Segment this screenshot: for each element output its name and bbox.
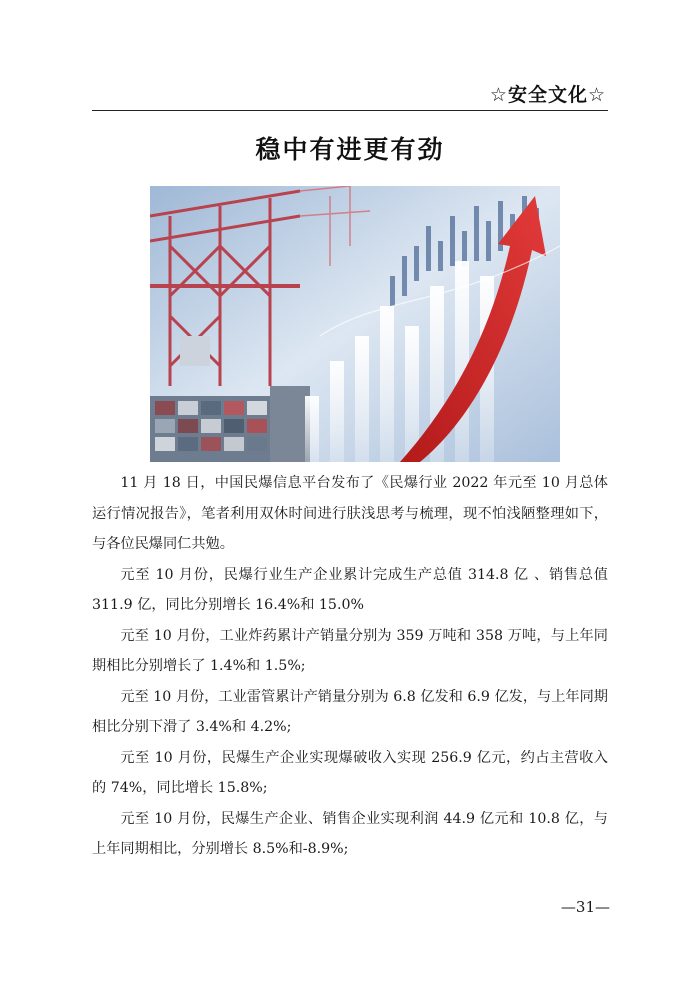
paragraph-6: 元至 10 月份，民爆生产企业、销售企业实现利润 44.9 亿元和 10.8 亿，与上年同期相比，分别增长 8.5%和-8.9%; — [92, 810, 608, 857]
page-number: —31— — [560, 898, 610, 916]
paragraph-1: 11 月 18 日，中国民爆信息平台发布了《民爆行业 2022 年元至 10 月总体运行情况报告》，笔者利用双休时间进行肤浅思考与梳理，现不怕浅陋整理如下，与各位民爆同仁共勉。 — [92, 475, 608, 552]
port-chart-illustration — [150, 186, 560, 462]
paragraph-4: 元至 10 月份，工业雷管累计产销量分别为 6.8 亿发和 6.9 亿发，与上年同期相比分别下滑了 3.4%和 4.2%; — [92, 688, 608, 735]
article-title: 稳中有进更有劲 — [255, 135, 445, 164]
article-body — [92, 468, 608, 865]
page-header — [92, 78, 608, 111]
section-title: ☆安全文化☆ — [489, 84, 606, 106]
article-illustration — [150, 186, 560, 462]
paragraph-2: 元至 10 月份，民爆行业生产企业累计完成生产总值 314.8 亿 、销售总值 311.9 亿，同比分别增长 16.4%和 15.0% — [92, 566, 608, 613]
paragraph-5: 元至 10 月份，民爆生产企业实现爆破收入实现 256.9 亿元，约占主营收入的 74%，同比增长 15.8%; — [92, 749, 608, 796]
paragraph-3: 元至 10 月份，工业炸药累计产销量分别为 359 万吨和 358 万吨，与上年同期相比分别增长了 1.4%和 1.5%; — [92, 627, 608, 674]
